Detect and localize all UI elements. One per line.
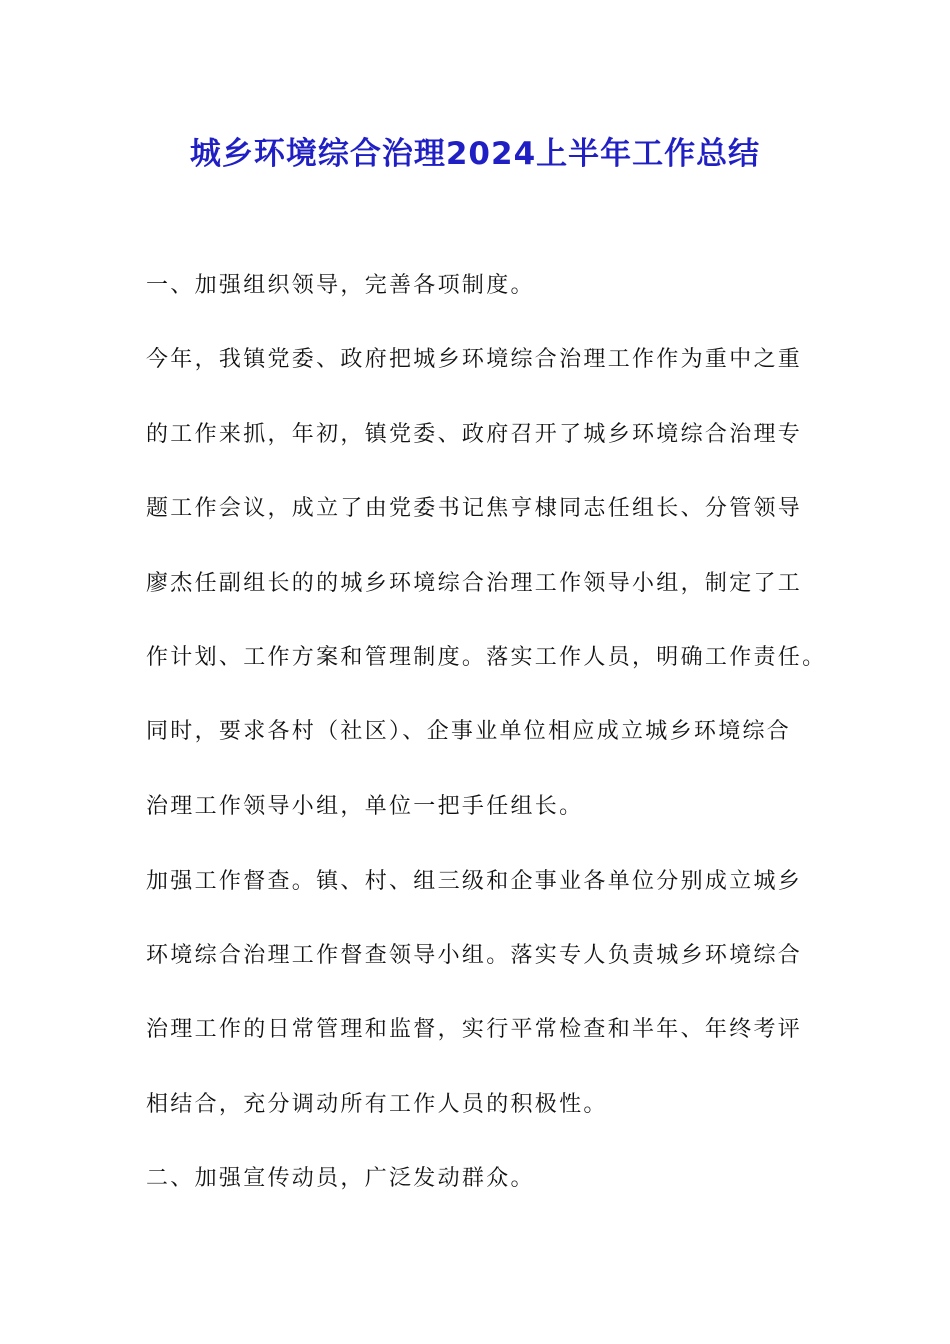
paragraph-line: 题工作会议，成立了由党委书记焦亨棣同志任组长、分管领导: [146, 496, 803, 521]
paragraph-line: 的工作来抓，年初，镇党委、政府召开了城乡环境综合治理专: [146, 422, 803, 447]
paragraph-line: 相结合，充分调动所有工作人员的积极性。: [146, 1092, 608, 1117]
paragraph-line: 作计划、工作方案和管理制度。落实工作人员，明确工作责任。: [146, 645, 827, 670]
paragraph-line: 廖杰任副组长的的城乡环境综合治理工作领导小组，制定了工: [146, 571, 803, 596]
paragraph-line: 加强工作督查。镇、村、组三级和企事业各单位分别成立城乡: [146, 869, 803, 894]
paragraph-line: 同时，要求各村（社区）、企事业单位相应成立城乡环境综合: [146, 719, 792, 744]
section-heading-2: 二、加强宣传动员，广泛发动群众。: [146, 1166, 535, 1191]
section-heading-1: 一、加强组织领导，完善各项制度。: [146, 273, 535, 298]
paragraph-line: 环境综合治理工作督查领导小组。落实专人负责城乡环境综合: [146, 943, 803, 968]
paragraph-line: 今年，我镇党委、政府把城乡环境综合治理工作作为重中之重: [146, 347, 803, 372]
paragraph-line: 治理工作的日常管理和监督，实行平常检查和半年、年终考评: [146, 1017, 803, 1042]
document-title: 城乡环境综合治理2024上半年工作总结: [189, 136, 761, 172]
paragraph-line: 治理工作领导小组，单位一把手任组长。: [146, 794, 584, 819]
